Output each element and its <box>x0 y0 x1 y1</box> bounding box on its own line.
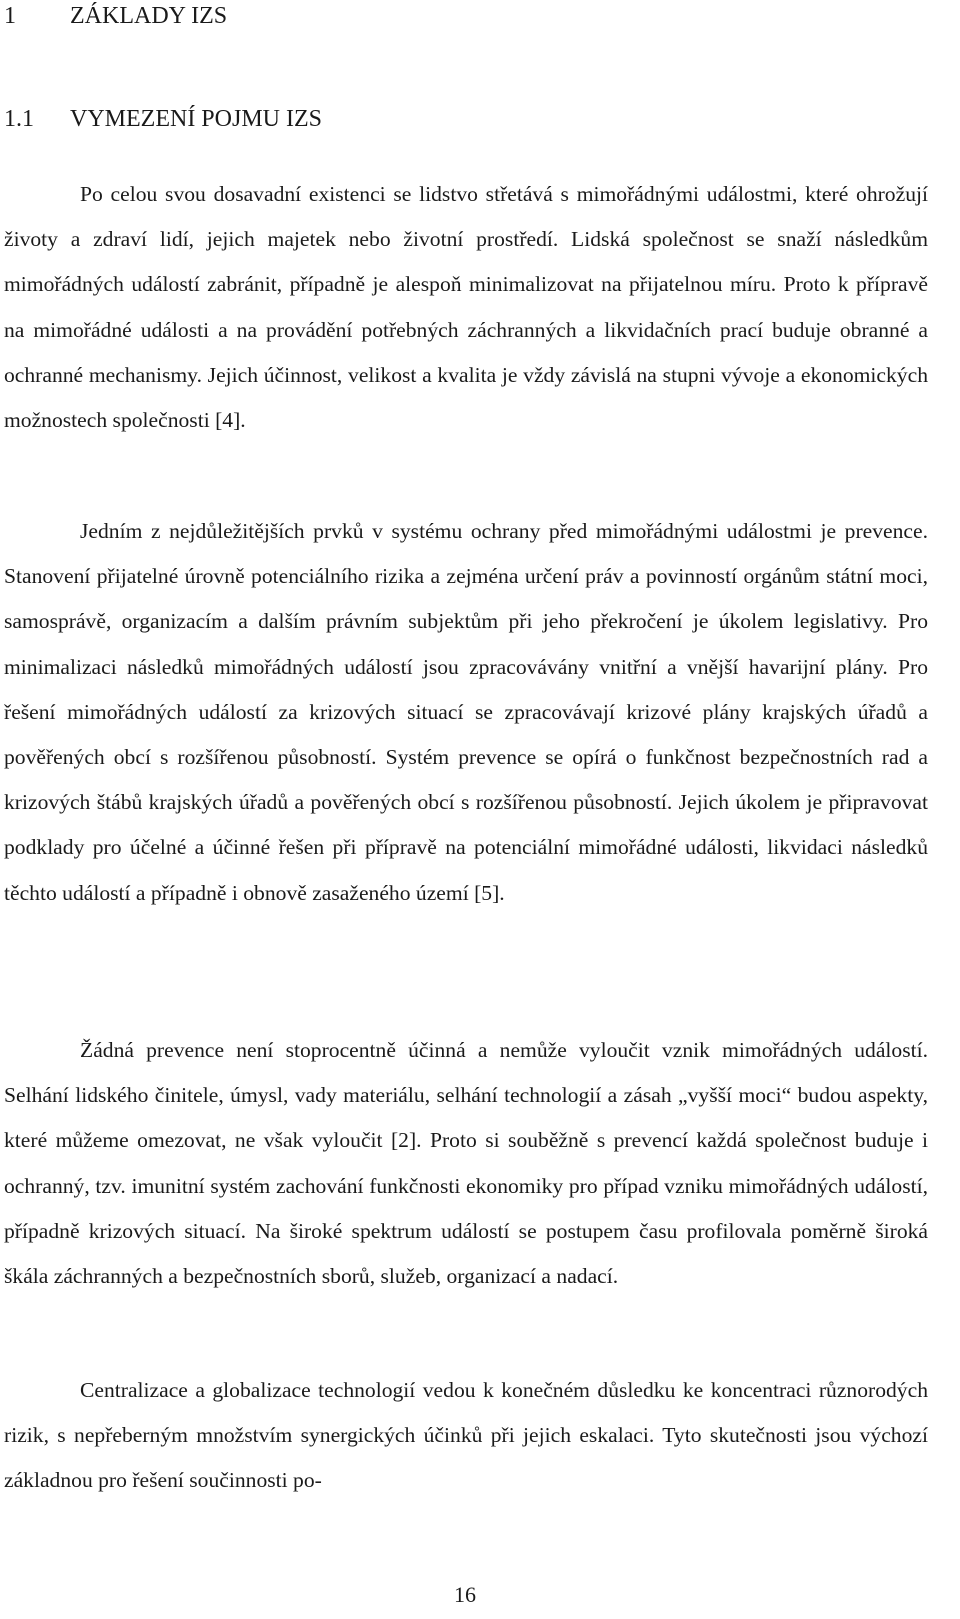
paragraph: Žádná prevence není stoprocentně účinná a nemůže vyloučit vznik mimořádných událostí. Selhání lidského činitele, úmysl, vady materiálu, selhání technologií a zásah „vyšší moci“ budou aspekty, které můžeme omezovat, ne však vyloučit [2]. Proto si souběžně s prevencí každá společnost buduje i ochranný, tzv. imunitní systém zachování funkčnosti ekonomiky pro případ vzniku mimořádných událostí, případně krizových situací. Na široké spektrum událostí se postupem času profilovala poměrně široká škála záchranných a bezpečnostních sborů, služeb, organizací a nadací. <box>4 1038 928 1289</box>
paragraph-block-3 <box>4 1028 928 1299</box>
chapter-heading <box>4 1 227 31</box>
paragraph: Centralizace a globalizace technologií vedou k konečném důsledku ke koncentraci různorodých rizik, s nepřeberným množstvím synergických účinků při jejich eskalaci. Tyto skutečnosti jsou výchozí základnou pro řešení součinnosti po- <box>4 1378 928 1493</box>
page-number: 16 <box>454 1582 476 1607</box>
paragraph-block-2 <box>4 509 928 916</box>
chapter-title: ZÁKLADY IZS <box>70 3 228 29</box>
paragraph-block-4 <box>4 1368 928 1504</box>
section-number: 1.1 <box>4 106 34 132</box>
section-title: VYMEZENÍ POJMU IZS <box>70 106 322 132</box>
section-heading <box>4 104 322 134</box>
paragraph-block-1 <box>4 172 928 443</box>
paragraph: Jedním z nejdůležitějších prvků v systému ochrany před mimořádnými událostmi je prevence. Stanovení přijatelné úrovně potenciálního rizika a zejména určení práv a povinností orgánům státní moci, samosprávě, organizacím a dalším právním subjektům při jeho překročení je úkolem legislativy. Pro minimalizaci následků mimořádných událostí jsou zpracovávány vnitřní a vnější havarijní plány. Pro řešení mimořádných událostí za krizových situací se zpracovávají krizové plány krajských úřadů a pověřených obcí s rozšířenou působností. Systém prevence se opírá o funkčnost bezpečnostních rad a krizových štábů krajských úřadů a pověřených obcí s rozšířenou působností. Jejich úkolem je připravovat podklady pro účelné a účinné řešen při přípravě na potenciální mimořádné události, likvidaci následků těchto událostí a případně i obnově zasaženého území [5]. <box>4 519 928 905</box>
paragraph: Po celou svou dosavadní existenci se lidstvo střetává s mimořádnými událostmi, které ohrožují životy a zdraví lidí, jejich majetek nebo životní prostředí. Lidská společnost se snaží následkům mimořádných událostí zabránit, případně je alespoň minimalizovat na přijatelnou míru. Proto k přípravě na mimořádné události a na provádění potřebných záchranných a likvidačních prací buduje obranné a ochranné mechanismy. Jejich účinnost, velikost a kvalita je vždy závislá na stupni vývoje a ekonomických možnostech společnosti [4]. <box>4 182 928 433</box>
chapter-number: 1 <box>4 3 16 29</box>
